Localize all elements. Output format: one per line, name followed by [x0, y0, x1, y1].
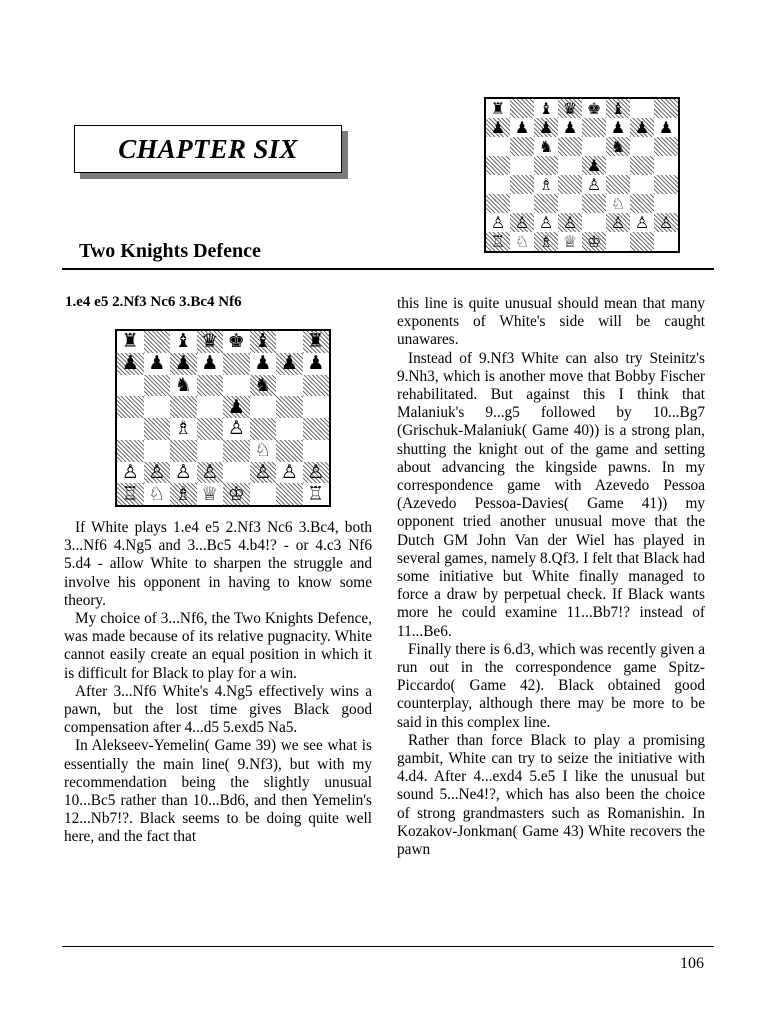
chess-piece-icon: ♙ [201, 460, 219, 483]
board-square [558, 232, 582, 251]
board-square [303, 440, 330, 462]
chess-piece-icon: ♕ [562, 231, 578, 251]
board-square [582, 137, 606, 156]
board-square [486, 99, 510, 118]
paragraph: Rather than force Black to play a promising gambit, White can try to seize the initiative with 4.d4. After 4...exd4 5.e5 I like the unusual but sound 5...Ne4!?, which has also been the choice of strong grandmasters such as Romanishin. In Kozakov-Jonkman( Game 43) White recovers the pawn [397, 731, 705, 859]
chapter-heading-box [74, 125, 342, 173]
board-square [558, 156, 582, 175]
chess-piece-icon: ♟ [121, 352, 139, 375]
board-square [303, 353, 330, 375]
board-square [223, 462, 250, 484]
chess-piece-icon: ♘ [514, 231, 530, 251]
board-square [117, 331, 144, 353]
chess-piece-icon: ♝ [610, 98, 626, 118]
board-square [276, 483, 303, 505]
board-square [486, 175, 510, 194]
board-square [654, 156, 678, 175]
board-square [250, 418, 277, 440]
board-square [486, 156, 510, 175]
chess-piece-icon: ♙ [174, 460, 192, 483]
chess-piece-icon: ♙ [307, 460, 325, 483]
chess-piece-icon: ♙ [280, 460, 298, 483]
board-square [534, 156, 558, 175]
board-square [534, 194, 558, 213]
chess-piece-icon: ♞ [174, 373, 192, 396]
board-square [654, 213, 678, 232]
board-square [303, 462, 330, 484]
chess-diagram-main [484, 97, 680, 253]
chapter-title: CHAPTER SIX [118, 133, 298, 164]
board-square [197, 353, 224, 375]
chess-piece-icon: ♟ [227, 395, 245, 418]
board-square [558, 137, 582, 156]
board-square [170, 440, 197, 462]
chess-piece-icon: ♜ [121, 330, 139, 353]
board-square [197, 483, 224, 505]
board-square [144, 418, 171, 440]
chess-piece-icon: ♗ [538, 231, 554, 251]
paragraph: In Alekseev-Yemelin( Game 39) we see what is essentially the main line( 9.Nf3), but with my recommendation being the slightly unusual 10...Bc5 rather than 10...Bd6, and then Yemelin's 12...Nb7!?. Black seems to be doing quite well here, and the fact that [64, 737, 372, 846]
board-square [276, 396, 303, 418]
board-square [534, 99, 558, 118]
board-square [303, 418, 330, 440]
board-square [197, 418, 224, 440]
chess-piece-icon: ♞ [254, 373, 272, 396]
board-square [654, 175, 678, 194]
board-square [197, 462, 224, 484]
board-square [654, 137, 678, 156]
board-square [197, 375, 224, 397]
board-square [170, 462, 197, 484]
board-square [276, 353, 303, 375]
board-square [606, 137, 630, 156]
board-square [117, 353, 144, 375]
board-square [534, 118, 558, 137]
chess-piece-icon: ♘ [610, 193, 626, 213]
chess-piece-icon: ♛ [201, 330, 219, 353]
chess-diagram-inline [115, 329, 331, 507]
page-number: 106 [680, 955, 704, 972]
chess-piece-icon: ♙ [121, 460, 139, 483]
board-square [170, 375, 197, 397]
board-square [534, 175, 558, 194]
board-square [582, 232, 606, 251]
board-square [250, 440, 277, 462]
board-square [250, 375, 277, 397]
chess-piece-icon: ♞ [610, 136, 626, 156]
board-square [197, 440, 224, 462]
chess-piece-icon: ♟ [201, 352, 219, 375]
board-square [582, 213, 606, 232]
board-square [276, 418, 303, 440]
chess-piece-icon: ♝ [254, 330, 272, 353]
board-square [558, 213, 582, 232]
board-square [558, 175, 582, 194]
board-square [630, 213, 654, 232]
chess-piece-icon: ♙ [610, 212, 626, 232]
board-square [144, 353, 171, 375]
board-square [144, 375, 171, 397]
board-square [654, 99, 678, 118]
bottom-divider [62, 946, 714, 947]
board-square [606, 118, 630, 137]
board-square [170, 331, 197, 353]
chess-piece-icon: ♟ [307, 352, 325, 375]
board-square [630, 118, 654, 137]
board-square [558, 194, 582, 213]
board-square [534, 137, 558, 156]
paragraph: Instead of 9.Nf3 White can also try Steinitz's 9.Nh3, which is another move that Bobby Fischer rehabilitated. But against this I think that Malaniuk's 9...g5 followed by 10...Bg7 (Grischuk-Malaniuk( Game 40)) is a strong plan, shutting the knight out of the game and setting about advancing the kingside pawns. In my correspondence game with Azevedo Pessoa (Azevedo Pessoa-Davies( Game 41)) my opponent tried another unusual move that the Dutch GM John Van der Wiel has played in several games, namely 8.Qf3. I felt that Black had some initiative but White finally managed to force a draw by perpetual check. If Black wants more he could examine 11...Bb7!? instead of 11...Be6. [397, 349, 705, 640]
board-square [197, 396, 224, 418]
board-square [170, 353, 197, 375]
chess-piece-icon: ♟ [514, 117, 530, 137]
chess-piece-icon: ♙ [227, 417, 245, 440]
paragraph: If White plays 1.e4 e5 2.Nf3 Nc6 3.Bc4, both 3...Nf6 4.Ng5 and 3...Bc5 4.b4!? - or 4.c3 Nf6 5.d4 - allow White to sharpen the struggle and involve his opponent in having to know some theory. [64, 519, 372, 609]
board-square [117, 483, 144, 505]
board-square [606, 156, 630, 175]
board-square [510, 137, 534, 156]
board-square [510, 194, 534, 213]
board-square [250, 396, 277, 418]
board-square [144, 483, 171, 505]
paragraph: Finally there is 6.d3, which was recently given a run out in the correspondence game Spitz-Piccardo( Game 42). Black obtained good counterplay, although there may be more to be said in this complex line. [397, 640, 705, 731]
chess-piece-icon: ♝ [538, 98, 554, 118]
board-square [630, 137, 654, 156]
board-square [170, 396, 197, 418]
board-square [510, 175, 534, 194]
chess-piece-icon: ♟ [634, 117, 650, 137]
left-column [64, 519, 372, 847]
chess-piece-icon: ♜ [307, 330, 325, 353]
board-square [606, 99, 630, 118]
board-square [303, 396, 330, 418]
chess-piece-icon: ♙ [586, 174, 602, 194]
board-square [144, 440, 171, 462]
board-square [606, 194, 630, 213]
chess-piece-icon: ♜ [490, 98, 506, 118]
board-square [223, 396, 250, 418]
board-square [630, 99, 654, 118]
board-square [486, 118, 510, 137]
board-square [276, 375, 303, 397]
paragraph: My choice of 3...Nf6, the Two Knights Defence, was made because of its relative pugnacity. White cannot easily create an equal position in which it is difficult for Black to play for a win. [64, 610, 372, 682]
chess-piece-icon: ♘ [254, 439, 272, 462]
chess-piece-icon: ♕ [201, 482, 219, 505]
board-square [582, 99, 606, 118]
board-square [510, 118, 534, 137]
board-square [510, 156, 534, 175]
chess-piece-icon: ♟ [610, 117, 626, 137]
board-square [117, 396, 144, 418]
board-square [582, 118, 606, 137]
chess-piece-icon: ♟ [562, 117, 578, 137]
chess-piece-icon: ♚ [227, 330, 245, 353]
chess-piece-icon: ♔ [227, 482, 245, 505]
board-square [510, 99, 534, 118]
board-square [654, 118, 678, 137]
chess-piece-icon: ♟ [490, 117, 506, 137]
board-square [630, 194, 654, 213]
board-square [510, 232, 534, 251]
board-square [582, 194, 606, 213]
chess-piece-icon: ♟ [254, 352, 272, 375]
chess-piece-icon: ♙ [634, 212, 650, 232]
board-square [276, 331, 303, 353]
board-square [170, 483, 197, 505]
board-square [486, 213, 510, 232]
board-square [582, 175, 606, 194]
right-column [397, 295, 705, 859]
chess-piece-icon: ♟ [280, 352, 298, 375]
board-square [630, 175, 654, 194]
paragraph: After 3...Nf6 White's 4.Ng5 effectively wins a pawn, but the lost time gives Black good compensation after 4...d5 5.exd5 Na5. [64, 682, 372, 737]
board-square [486, 137, 510, 156]
chess-piece-icon: ♖ [490, 231, 506, 251]
board-square [510, 213, 534, 232]
board-square [606, 175, 630, 194]
board-square [534, 213, 558, 232]
board-square [250, 483, 277, 505]
chess-piece-icon: ♖ [121, 482, 139, 505]
board-square [558, 99, 582, 118]
board-square [630, 232, 654, 251]
board-square [223, 483, 250, 505]
board-square [144, 462, 171, 484]
board-square [144, 396, 171, 418]
board-square [117, 418, 144, 440]
chess-piece-icon: ♞ [538, 136, 554, 156]
board-square [486, 232, 510, 251]
board-square [276, 440, 303, 462]
chess-piece-icon: ♙ [490, 212, 506, 232]
board-square [558, 118, 582, 137]
chess-piece-icon: ♟ [586, 155, 602, 175]
board-square [534, 232, 558, 251]
opening-moves-heading: 1.e4 e5 2.Nf3 Nc6 3.Bc4 Nf6 [65, 294, 242, 310]
chess-piece-icon: ♙ [562, 212, 578, 232]
board-square [170, 418, 197, 440]
board-square [223, 331, 250, 353]
board-square [486, 194, 510, 213]
chess-piece-icon: ♚ [586, 98, 602, 118]
chess-piece-icon: ♙ [538, 212, 554, 232]
board-square [630, 156, 654, 175]
board-square [250, 331, 277, 353]
chess-piece-icon: ♙ [148, 460, 166, 483]
paragraph: this line is quite unusual should mean that many exponents of White's side will be caught unawares. [397, 295, 705, 349]
board-square [117, 462, 144, 484]
section-title: Two Knights Defence [79, 240, 261, 262]
chess-piece-icon: ♗ [174, 417, 192, 440]
chess-piece-icon: ♗ [174, 482, 192, 505]
chess-piece-icon: ♙ [254, 460, 272, 483]
chess-piece-icon: ♘ [148, 482, 166, 505]
board-square [223, 375, 250, 397]
chess-piece-icon: ♗ [538, 174, 554, 194]
chess-piece-icon: ♝ [174, 330, 192, 353]
chess-piece-icon: ♙ [514, 212, 530, 232]
chess-piece-icon: ♟ [658, 117, 674, 137]
chess-piece-icon: ♖ [307, 482, 325, 505]
board-square [303, 483, 330, 505]
top-divider [62, 268, 714, 270]
board-square [276, 462, 303, 484]
board-square [223, 353, 250, 375]
board-square [117, 375, 144, 397]
board-square [250, 462, 277, 484]
board-square [223, 440, 250, 462]
board-square [223, 418, 250, 440]
board-square [250, 353, 277, 375]
board-square [117, 440, 144, 462]
board-square [303, 331, 330, 353]
chess-piece-icon: ♟ [148, 352, 166, 375]
board-square [303, 375, 330, 397]
chess-piece-icon: ♟ [174, 352, 192, 375]
chess-piece-icon: ♛ [562, 98, 578, 118]
board-square [606, 213, 630, 232]
board-square [197, 331, 224, 353]
chess-piece-icon: ♟ [538, 117, 554, 137]
board-square [606, 232, 630, 251]
chess-piece-icon: ♙ [658, 212, 674, 232]
chess-piece-icon: ♔ [586, 231, 602, 251]
board-square [144, 331, 171, 353]
board-square [654, 194, 678, 213]
board-square [582, 156, 606, 175]
board-square [654, 232, 678, 251]
